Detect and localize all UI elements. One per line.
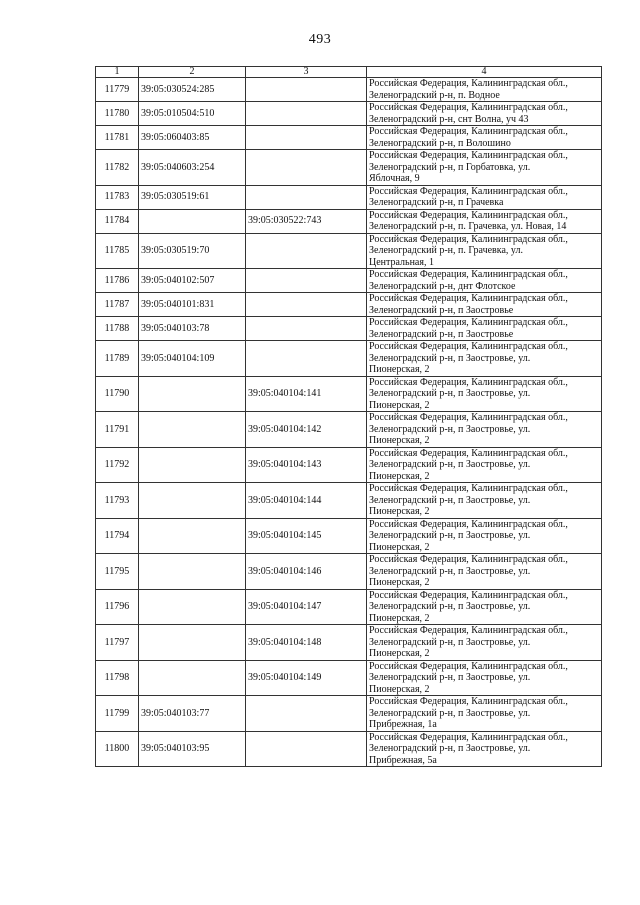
row-number-cell: 11799 (96, 696, 139, 732)
cadastral-number-cell (139, 209, 246, 233)
address-cell (367, 150, 602, 186)
address-line: Зеленоградский р-н, п Заостровье, ул. (369, 565, 531, 577)
address-line: Пионерская, 2 (369, 435, 430, 446)
address-line: Российская Федерация, Калининградская обл., (369, 317, 568, 328)
related-cadastral-number-cell: 39:05:040104:143 (246, 447, 367, 483)
page-number: 493 (308, 32, 332, 47)
address-cell (367, 293, 602, 317)
row-number-cell: 11783 (96, 185, 139, 209)
address-cell (367, 731, 602, 767)
table-row (96, 412, 602, 448)
address-cell (367, 589, 602, 625)
row-number-cell: 11789 (96, 341, 139, 377)
cadastral-number-cell: 39:05:040102:507 (139, 269, 246, 293)
address-line: Российская Федерация, Калининградская обл., (369, 554, 568, 565)
row-number-cell: 11791 (96, 412, 139, 448)
related-cadastral-number-cell (246, 102, 367, 126)
related-cadastral-number-cell (246, 696, 367, 732)
address-line: Российская Федерация, Калининградская обл., (369, 447, 568, 459)
address-line: Российская Федерация, Калининградская обл., (369, 412, 568, 423)
row-number-cell: 11795 (96, 554, 139, 590)
row-number-cell: 11788 (96, 317, 139, 341)
row-number-cell: 11796 (96, 589, 139, 625)
address-line: Зеленоградский р-н, п Заостровье, ул. (369, 707, 531, 719)
address-line: Пионерская, 2 (369, 399, 430, 411)
address-line: Российская Федерация, Калининградская обл., (369, 589, 568, 601)
cadastral-number-cell (139, 589, 246, 625)
address-line: Российская Федерация, Калининградская обл., (369, 293, 568, 304)
address-line: Зеленоградский р-н, п Заостровье, ул. (369, 743, 531, 754)
row-number-cell: 11793 (96, 483, 139, 519)
related-cadastral-number-cell (246, 293, 367, 317)
cadastral-number-cell: 39:05:040104:109 (139, 341, 246, 377)
address-cell (367, 376, 602, 412)
header-row (96, 67, 602, 78)
address-cell (367, 554, 602, 590)
address-line: Российская Федерация, Калининградская обл., (369, 518, 568, 530)
table-row (96, 317, 602, 341)
table-row (96, 341, 602, 377)
address-cell (367, 78, 602, 102)
table-body (96, 78, 602, 767)
address-cell (367, 185, 602, 209)
address-line: Зеленоградский р-н, п Заостровье (369, 304, 514, 316)
address-line: Прибрежная, 1а (369, 719, 437, 730)
address-line: Зеленоградский р-н, п. Грачевка, ул. Новая, 14 (369, 221, 567, 232)
address-line: Пионерская, 2 (369, 470, 430, 482)
table-row (96, 293, 602, 317)
table-row (96, 78, 602, 102)
address-cell (367, 102, 602, 126)
row-number-cell: 11779 (96, 78, 139, 102)
table-row (96, 269, 602, 293)
related-cadastral-number-cell: 39:05:040104:146 (246, 554, 367, 590)
address-line: Пионерская, 2 (369, 648, 430, 659)
row-number-cell: 11782 (96, 150, 139, 186)
row-number-cell: 11800 (96, 731, 139, 767)
cadastral-number-cell: 39:05:010504:510 (139, 102, 246, 126)
cadastral-number-cell (139, 554, 246, 590)
address-line: Российская Федерация, Калининградская обл., (369, 102, 568, 113)
table-row (96, 518, 602, 554)
address-line: Зеленоградский р-н, п. Водное (369, 89, 500, 101)
table-row (96, 185, 602, 209)
row-number-cell: 11786 (96, 269, 139, 293)
address-line: Российская Федерация, Калининградская обл., (369, 696, 568, 707)
related-cadastral-number-cell (246, 78, 367, 102)
row-number-cell: 11781 (96, 126, 139, 150)
address-line: Российская Федерация, Калининградская обл., (369, 731, 568, 743)
header-col-1: 1 (96, 67, 139, 78)
address-line: Российская Федерация, Калининградская обл., (369, 625, 568, 636)
address-line: Зеленоградский р-н, п Заостровье (369, 328, 514, 340)
address-line: Пионерская, 2 (369, 683, 430, 695)
table-row (96, 209, 602, 233)
table-row (96, 731, 602, 767)
address-line: Российская Федерация, Калининградская обл., (369, 209, 568, 221)
cadastral-number-cell (139, 660, 246, 696)
address-cell (367, 341, 602, 377)
address-line: Центральная, 1 (369, 256, 434, 268)
cadastral-number-cell: 39:05:030519:70 (139, 233, 246, 269)
address-line: Зеленоградский р-н, п Горбатовка, ул. (369, 161, 531, 173)
table-row (96, 589, 602, 625)
address-line: Зеленоградский р-н, днт Флотское (369, 280, 516, 292)
address-line: Зеленоградский р-н, п Волошино (369, 137, 511, 149)
related-cadastral-number-cell: 39:05:040104:149 (246, 660, 367, 696)
address-cell (367, 625, 602, 661)
address-cell (367, 317, 602, 341)
address-line: Зеленоградский р-н, п Заостровье, ул. (369, 388, 531, 399)
header-col-4: 4 (367, 67, 602, 78)
address-line: Зеленоградский р-н, п Заостровье, ул. (369, 423, 531, 435)
related-cadastral-number-cell (246, 126, 367, 150)
address-line: Пионерская, 2 (369, 506, 430, 517)
table-row (96, 447, 602, 483)
cadastral-number-cell: 39:05:040103:95 (139, 731, 246, 767)
cadastral-number-cell: 39:05:040103:77 (139, 696, 246, 732)
address-cell (367, 209, 602, 233)
address-line: Российская Федерация, Калининградская обл., (369, 78, 568, 89)
cadastral-number-cell (139, 412, 246, 448)
table-row (96, 660, 602, 696)
address-cell (367, 126, 602, 150)
address-line: Российская Федерация, Калининградская обл., (369, 483, 568, 494)
address-line: Российская Федерация, Калининградская обл., (369, 126, 568, 137)
address-line: Российская Федерация, Калининградская обл., (369, 150, 568, 161)
registry-table (95, 66, 602, 767)
address-line: Российская Федерация, Калининградская обл., (369, 341, 568, 352)
row-number-cell: 11797 (96, 625, 139, 661)
address-line: Пионерская, 2 (369, 541, 430, 553)
row-number-cell: 11784 (96, 209, 139, 233)
related-cadastral-number-cell: 39:05:040104:145 (246, 518, 367, 554)
address-line: Пионерская, 2 (369, 612, 430, 624)
address-line: Зеленоградский р-н, п Заостровье, ул. (369, 494, 531, 506)
address-line: Российская Федерация, Калининградская обл., (369, 660, 568, 672)
table-row (96, 126, 602, 150)
row-number-cell: 11785 (96, 233, 139, 269)
address-cell (367, 233, 602, 269)
related-cadastral-number-cell (246, 185, 367, 209)
address-line: Прибрежная, 5а (369, 754, 437, 766)
related-cadastral-number-cell (246, 269, 367, 293)
table-row (96, 483, 602, 519)
table-row (96, 233, 602, 269)
address-line: Пионерская, 2 (369, 577, 430, 588)
related-cadastral-number-cell (246, 233, 367, 269)
address-line: Зеленоградский р-н, п Заостровье, ул. (369, 459, 531, 470)
address-cell (367, 660, 602, 696)
related-cadastral-number-cell: 39:05:040104:144 (246, 483, 367, 519)
related-cadastral-number-cell: 39:05:040104:142 (246, 412, 367, 448)
address-line: Зеленоградский р-н, п Заостровье, ул. (369, 352, 531, 364)
address-cell (367, 483, 602, 519)
related-cadastral-number-cell (246, 341, 367, 377)
address-cell (367, 518, 602, 554)
cadastral-number-cell: 39:05:040103:78 (139, 317, 246, 341)
address-line: Яблочная, 9 (369, 173, 420, 184)
address-line: Зеленоградский р-н, п. Грачевка, ул. (369, 245, 523, 256)
address-line: Зеленоградский р-н, п Заостровье, ул. (369, 636, 531, 648)
table-row (96, 376, 602, 412)
header-col-2: 2 (139, 67, 246, 78)
address-line: Российская Федерация, Калининградская обл., (369, 185, 568, 197)
row-number-cell: 11790 (96, 376, 139, 412)
related-cadastral-number-cell: 39:05:040104:148 (246, 625, 367, 661)
address-line: Пионерская, 2 (369, 364, 430, 375)
related-cadastral-number-cell: 39:05:030522:743 (246, 209, 367, 233)
table-row (96, 625, 602, 661)
related-cadastral-number-cell (246, 731, 367, 767)
address-cell (367, 269, 602, 293)
address-line: Зеленоградский р-н, п Заостровье, ул. (369, 672, 531, 683)
cadastral-number-cell (139, 483, 246, 519)
related-cadastral-number-cell: 39:05:040104:147 (246, 589, 367, 625)
cadastral-number-cell: 39:05:030524:285 (139, 78, 246, 102)
row-number-cell: 11780 (96, 102, 139, 126)
cadastral-number-cell (139, 625, 246, 661)
table-row (96, 150, 602, 186)
cadastral-number-cell (139, 447, 246, 483)
cadastral-number-cell: 39:05:040603:254 (139, 150, 246, 186)
address-cell (367, 412, 602, 448)
address-line: Российская Федерация, Калининградская обл., (369, 233, 568, 245)
related-cadastral-number-cell (246, 150, 367, 186)
cadastral-number-cell: 39:05:030519:61 (139, 185, 246, 209)
cadastral-number-cell: 39:05:060403:85 (139, 126, 246, 150)
address-line: Зеленоградский р-н, снт Волна, уч 43 (369, 113, 529, 125)
related-cadastral-number-cell: 39:05:040104:141 (246, 376, 367, 412)
row-number-cell: 11794 (96, 518, 139, 554)
table-row (96, 696, 602, 732)
address-cell (367, 696, 602, 732)
address-line: Зеленоградский р-н, п Заостровье, ул. (369, 601, 531, 612)
address-line: Российская Федерация, Калининградская обл., (369, 269, 568, 280)
row-number-cell: 11798 (96, 660, 139, 696)
cadastral-number-cell: 39:05:040101:831 (139, 293, 246, 317)
address-line: Зеленоградский р-н, п Заостровье, ул. (369, 530, 531, 541)
related-cadastral-number-cell (246, 317, 367, 341)
cadastral-number-cell (139, 376, 246, 412)
row-number-cell: 11792 (96, 447, 139, 483)
address-line: Российская Федерация, Калининградская обл., (369, 376, 568, 388)
address-line: Зеленоградский р-н, п Грачевка (369, 197, 504, 208)
table-row (96, 554, 602, 590)
header-col-3: 3 (246, 67, 367, 78)
address-cell (367, 447, 602, 483)
cadastral-number-cell (139, 518, 246, 554)
table-row (96, 102, 602, 126)
row-number-cell: 11787 (96, 293, 139, 317)
